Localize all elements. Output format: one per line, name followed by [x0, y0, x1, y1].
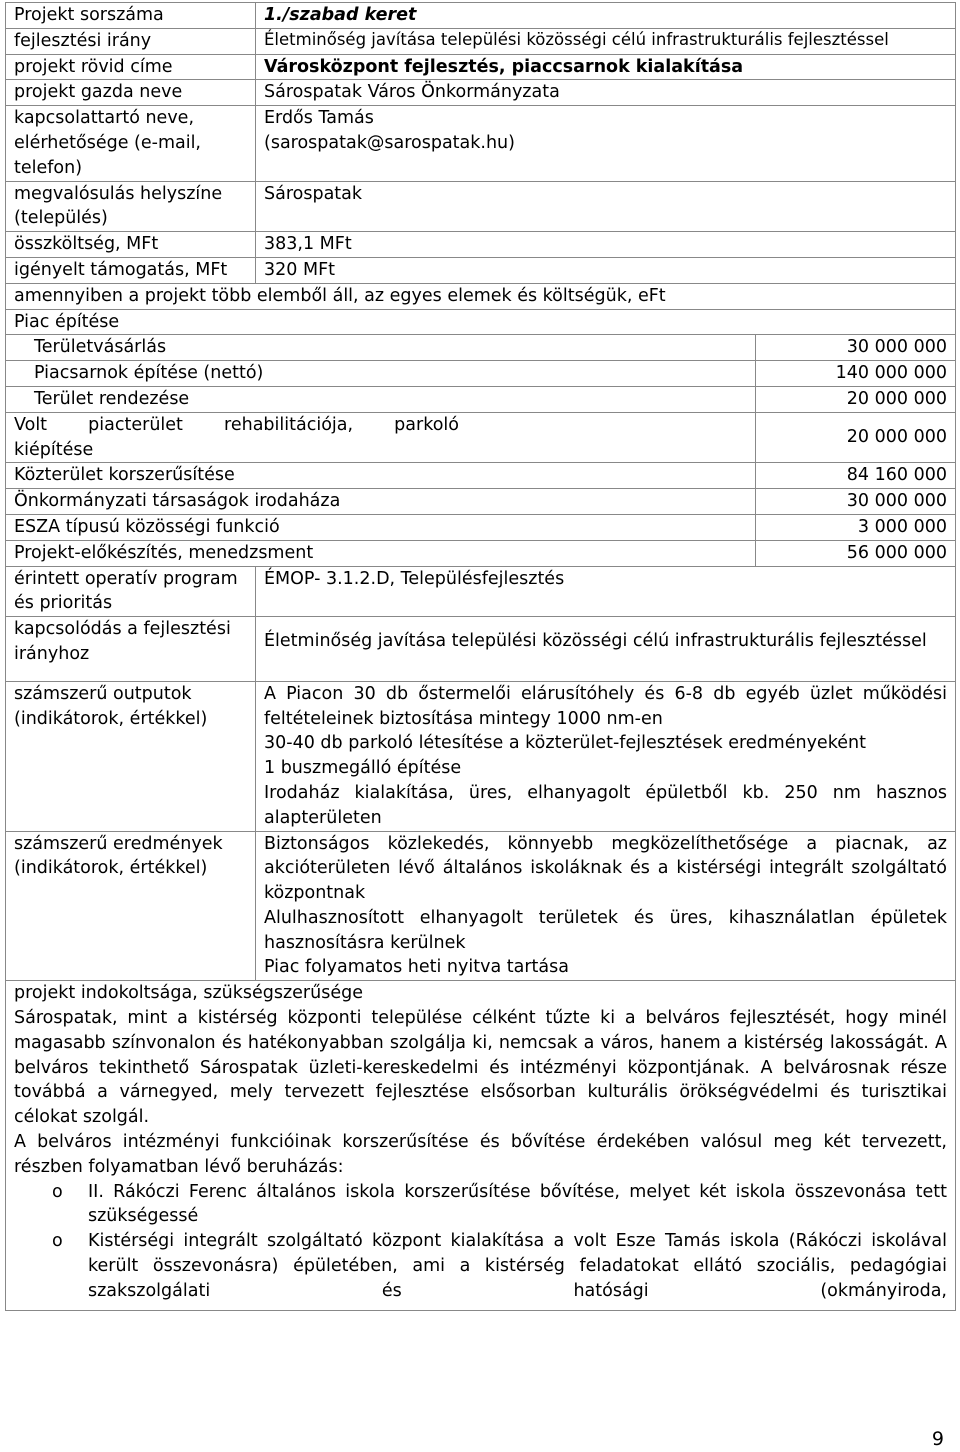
list-item-text: Kistérségi integrált szolgáltató központ kialakítása a volt Esze Tamás iskola (Rákóczi iskolával került összevonásra) épületében, ami a kistérség feladatokat ellátó szociális, pedagógiai szakszolgálati és hatósági (okmányiroda, — [88, 1231, 947, 1301]
element-label: Önkormányzati társaságok irodaháza — [6, 489, 756, 515]
link-label: kapcsolódás a fejlesztési irányhoz — [6, 617, 256, 682]
row-location — [6, 181, 956, 232]
outputs-label: számszerű outputok (indikátorok, értékkel) — [6, 681, 256, 831]
project-number-label: Projekt sorszáma — [6, 3, 256, 29]
circle-bullet-icon: o — [52, 1181, 63, 1202]
justification-cell — [6, 981, 956, 1310]
element-label: Projekt-előkészítés, menedzsment — [6, 540, 756, 566]
element-value: 140 000 000 — [756, 361, 956, 387]
circle-bullet-icon: o — [52, 1231, 63, 1252]
row-contact — [6, 106, 956, 181]
contact-name: Erdős Tamás — [264, 108, 374, 129]
contact-email[interactable]: (sarospatak@sarospatak.hu) — [264, 132, 515, 153]
output-line: 1 buszmegálló építése — [264, 758, 462, 779]
element-label — [6, 412, 756, 463]
output-line: 30-40 db parkoló létesítése a közterület-fejlesztések eredményeként — [264, 733, 866, 754]
list-item-text: II. Rákóczi Ferenc általános iskola korszerűsítése bővítése, melyet két iskola összevonása tett szükségessé — [88, 1181, 947, 1227]
short-title-label: projekt rövid címe — [6, 54, 256, 80]
row-project-number — [6, 3, 956, 29]
row-short-title — [6, 54, 956, 80]
total-cost-value: 383,1 MFt — [256, 232, 956, 258]
list-item — [14, 1229, 947, 1303]
direction-label: fejlesztési irány — [6, 28, 256, 54]
element-value: 30 000 000 — [756, 335, 956, 361]
short-title-value: Városközpont fejlesztés, piaccsarnok kialakítása — [256, 54, 956, 80]
result-line: Biztonságos közlekedés, könnyebb megközelíthetősége a piacnak, az akcióterületen lévő általános iskoláknak és a kistérségi integrált szolgáltató központnak — [264, 833, 947, 904]
result-line: Alulhasznosított elhanyagolt területek és üres, kihasználatlan épületek hasznosításra kerülnek — [264, 907, 947, 953]
element-label-line: Volt piacterület rehabilitációja, parkoló — [14, 414, 459, 435]
row-direction — [6, 28, 956, 54]
contact-value — [256, 106, 956, 181]
direction-value: Életminőség javítása települési közösségi célú infrastrukturális fejlesztéssel — [256, 28, 956, 54]
justification-paragraph: Sárospatak, mint a kistérség központi települése célként tűzte ki a belváros fejlesztését, hogy minél magasabb színvonalon és hatékonyabban szolgálja ki, nemcsak a város, hanem a kistérség lakosságát. A belváros tekinthető Sárospatak üzleti-kereskedelmi és intézményi központjának. A belvárosnak része továbbá a várnegyed, mely tervezett fejlesztése elsősorban kulturális örökségvédelmi és turisztikai célokat szolgál. — [14, 1008, 947, 1128]
row-outputs — [6, 681, 956, 831]
location-label: megvalósulás helyszíne (település) — [6, 181, 256, 232]
justification-heading: projekt indokoltsága, szükségszerűsége — [14, 983, 363, 1004]
page-number: 9 — [931, 1428, 944, 1450]
project-number-value: 1./szabad keret — [256, 3, 956, 29]
row-justification — [6, 981, 956, 1310]
row-results — [6, 831, 956, 981]
element-label: Területvásárlás — [6, 335, 756, 361]
row-total-cost — [6, 232, 956, 258]
justification-paragraph: A belváros intézményi funkcióinak korszerűsítése és bővítése érdekében valósul meg két tervezett, részben folyamatban lévő beruházás: — [14, 1132, 947, 1177]
element-value: 84 160 000 — [756, 463, 956, 489]
outputs-value — [256, 681, 956, 831]
table-row — [6, 514, 956, 540]
row-direction-link — [6, 617, 956, 682]
table-row — [6, 335, 956, 361]
row-elements-heading — [6, 283, 956, 309]
owner-value: Sárospatak Város Önkormányzata — [256, 80, 956, 106]
element-label: Terület rendezése — [6, 386, 756, 412]
row-operative-program — [6, 566, 956, 617]
table-row — [6, 412, 956, 463]
result-line: Piac folyamatos heti nyitva tartása — [264, 957, 569, 978]
element-value: 20 000 000 — [756, 412, 956, 463]
element-label-line: kiépítése — [14, 439, 94, 460]
op-value: ÉMOP- 3.1.2.D, Településfejlesztés — [256, 566, 956, 617]
table-row — [6, 361, 956, 387]
output-line: A Piacon 30 db őstermelői elárusítóhely és 6-8 db egyéb üzlet működési feltételeinek biztosítása mintegy 1000 nm-en — [264, 683, 947, 729]
op-label: érintett operatív program és prioritás — [6, 566, 256, 617]
link-value: Életminőség javítása települési közösségi célú infrastrukturális fejlesztéssel — [256, 617, 956, 682]
requested-value: 320 MFt — [256, 257, 956, 283]
element-value: 20 000 000 — [756, 386, 956, 412]
requested-label: igényelt támogatás, MFt — [6, 257, 256, 283]
table-row — [6, 540, 956, 566]
element-value: 56 000 000 — [756, 540, 956, 566]
justification-list — [14, 1180, 947, 1304]
table-row — [6, 386, 956, 412]
element-value: 30 000 000 — [756, 489, 956, 515]
total-cost-label: összköltség, MFt — [6, 232, 256, 258]
elements-heading: amennyiben a projekt több elemből áll, az egyes elemek és költségük, eFt — [6, 283, 956, 309]
contact-label: kapcsolattartó neve, elérhetősége (e-mail, telefon) — [6, 106, 256, 181]
owner-label: projekt gazda neve — [6, 80, 256, 106]
results-label: számszerű eredmények (indikátorok, értékkel) — [6, 831, 256, 981]
results-value — [256, 831, 956, 981]
project-sheet-table — [5, 2, 956, 1311]
element-value: 3 000 000 — [756, 514, 956, 540]
table-row — [6, 489, 956, 515]
list-item — [14, 1180, 947, 1230]
element-label: Piacsarnok építése (nettó) — [6, 361, 756, 387]
row-owner — [6, 80, 956, 106]
element-label: ESZA típusú közösségi funkció — [6, 514, 756, 540]
element-label: Közterület korszerűsítése — [6, 463, 756, 489]
elements-group-label: Piac építése — [6, 309, 956, 335]
output-line: Irodaház kialakítása, üres, elhanyagolt épületből kb. 250 nm hasznos alapterületen — [264, 782, 947, 828]
table-row — [6, 463, 956, 489]
row-requested — [6, 257, 956, 283]
row-group — [6, 309, 956, 335]
location-value: Sárospatak — [256, 181, 956, 232]
